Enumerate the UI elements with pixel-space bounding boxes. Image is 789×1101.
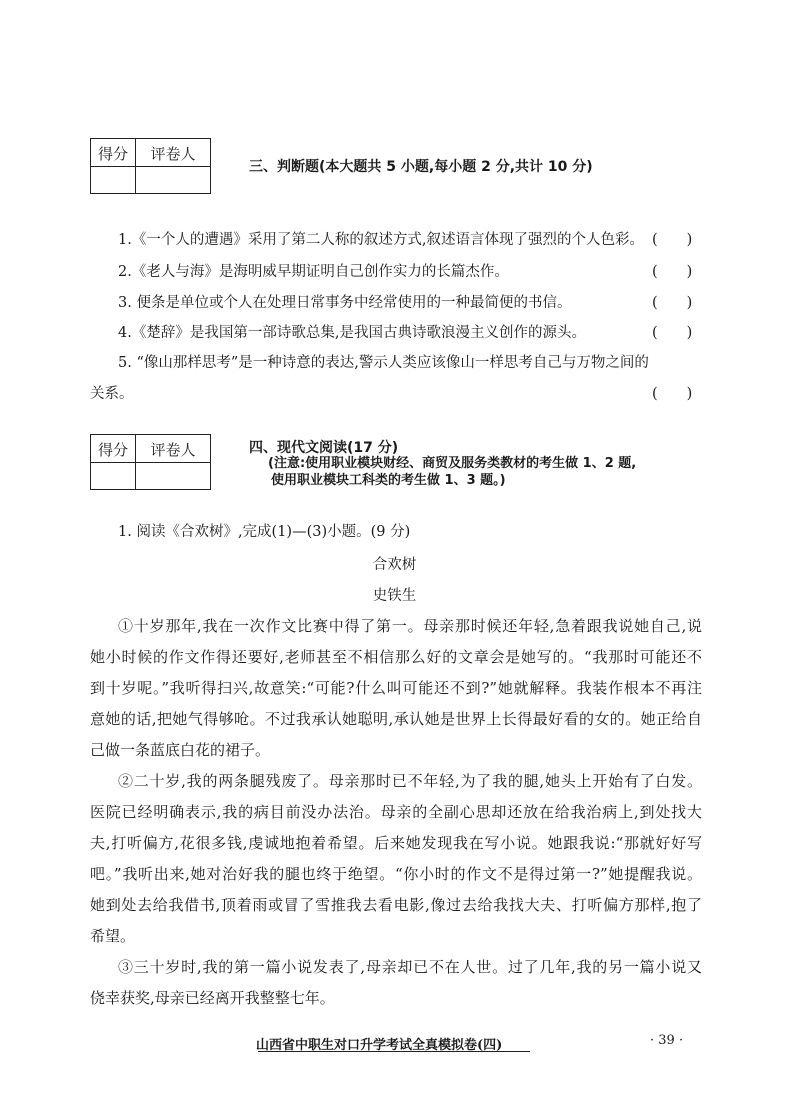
question-4: 4.《楚辞》是我国第一部诗歌总集,是我国古典诗歌浪漫主义创作的源头。 — [118, 325, 586, 341]
reading-instruction: 1. 阅读《合欢树》,完成(1)—(3)小题。(9 分) — [118, 524, 411, 540]
article-title: 合欢树 — [372, 557, 417, 573]
answer-blank-2[interactable]: ( ) — [652, 264, 693, 280]
question-2: 2.《老人与海》是海明威早期证明自己创作实力的长篇杰作。 — [118, 264, 509, 280]
answer-blank-3[interactable]: ( ) — [652, 295, 693, 311]
article-line: 她小时候的作文作得还要好,老师甚至不相信那么好的文章会是她写的。“我那时可能还不 — [90, 648, 702, 666]
score-label: 得分 — [97, 145, 128, 163]
article-line: ③三十岁时,我的第一篇小说发表了,母亲却已不在人世。过了几年,我的另一篇小说又 — [118, 958, 702, 976]
answer-blank-4[interactable]: ( ) — [652, 325, 693, 341]
footer-underline — [258, 1051, 530, 1052]
article-line: 己做一条蓝底白花的裙子。 — [90, 741, 271, 759]
question-5: 5. “像山那样思考”是一种诗意的表达,警示人类应该像山一样思考自己与万物之间的 — [118, 355, 649, 371]
article-line: ①十岁那年,我在一次作文比赛中得了第一。母亲那时候还年轻,急着跟我说她自己,说 — [118, 617, 702, 635]
answer-blank-5[interactable]: ( ) — [652, 386, 693, 402]
article-author: 史铁生 — [372, 588, 417, 604]
question-1: 1.《一个人的遭遇》采用了第二人称的叙述方式,叙述语言体现了强烈的个人色彩。 — [118, 232, 644, 248]
article-line: 吧。”我听出来,她对治好我的腿也终于绝望。“你小时的作文不是得过第一?”她提醒我说。 — [90, 865, 702, 883]
section4-title: 四、现代文阅读(17 分) — [249, 440, 399, 456]
exam-title-footer: 山西省中职生对口升学考试全真模拟卷(四) — [256, 1038, 503, 1053]
answer-blank-1[interactable]: ( ) — [652, 232, 693, 248]
article-line: 侥幸获奖,母亲已经离开我整整七年。 — [90, 989, 335, 1007]
article-line: 希望。 — [90, 927, 136, 945]
article-line: 夫,打听偏方,花很多钱,虔诚地抱着希望。后来她发现我在写小说。她跟我说:“那就好好写 — [90, 834, 702, 852]
section4-note-line2: 使用职业模块工科类的考生做 1、3 题。) — [271, 473, 506, 488]
page-number: · 39 · — [650, 1033, 684, 1048]
grader-label: 评卷人 — [150, 145, 196, 163]
score-label: 得分 — [97, 441, 128, 459]
article-line: 意她的话,把她气得够呛。不过我承认她聪明,承认她是世界上长得最好看的女的。她正给自 — [90, 710, 702, 728]
article-line: 医院已经明确表示,我的病目前没办法治。母亲的全副心思却还放在给我治病上,到处找大 — [90, 803, 702, 821]
section4-score-box — [90, 434, 211, 490]
question-5-continuation: 关系。 — [90, 386, 134, 402]
section3-score-box — [90, 138, 211, 194]
article-line: 到十岁呢。”我听得扫兴,故意笑:“可能?什么叫可能还不到?”她就解释。我装作根本不再注 — [90, 679, 702, 697]
section3-title: 三、判断题(本大题共 5 小题,每小题 2 分,共计 10 分) — [249, 159, 593, 175]
question-3: 3. 便条是单位或个人在处理日常事务中经常使用的一种最简便的书信。 — [118, 295, 572, 311]
article-line: 她到处去给我借书,顶着雨或冒了雪推我去看电影,像过去给我找大夫、打听偏方那样,抱了 — [90, 896, 702, 914]
section4-note-line1: (注意:使用职业模块财经、商贸及服务类教材的考生做 1、2 题, — [268, 456, 637, 471]
article-line: ②二十岁,我的两条腿残废了。母亲那时已不年轻,为了我的腿,她头上开始有了白发。 — [118, 772, 702, 790]
grader-label: 评卷人 — [150, 441, 196, 459]
